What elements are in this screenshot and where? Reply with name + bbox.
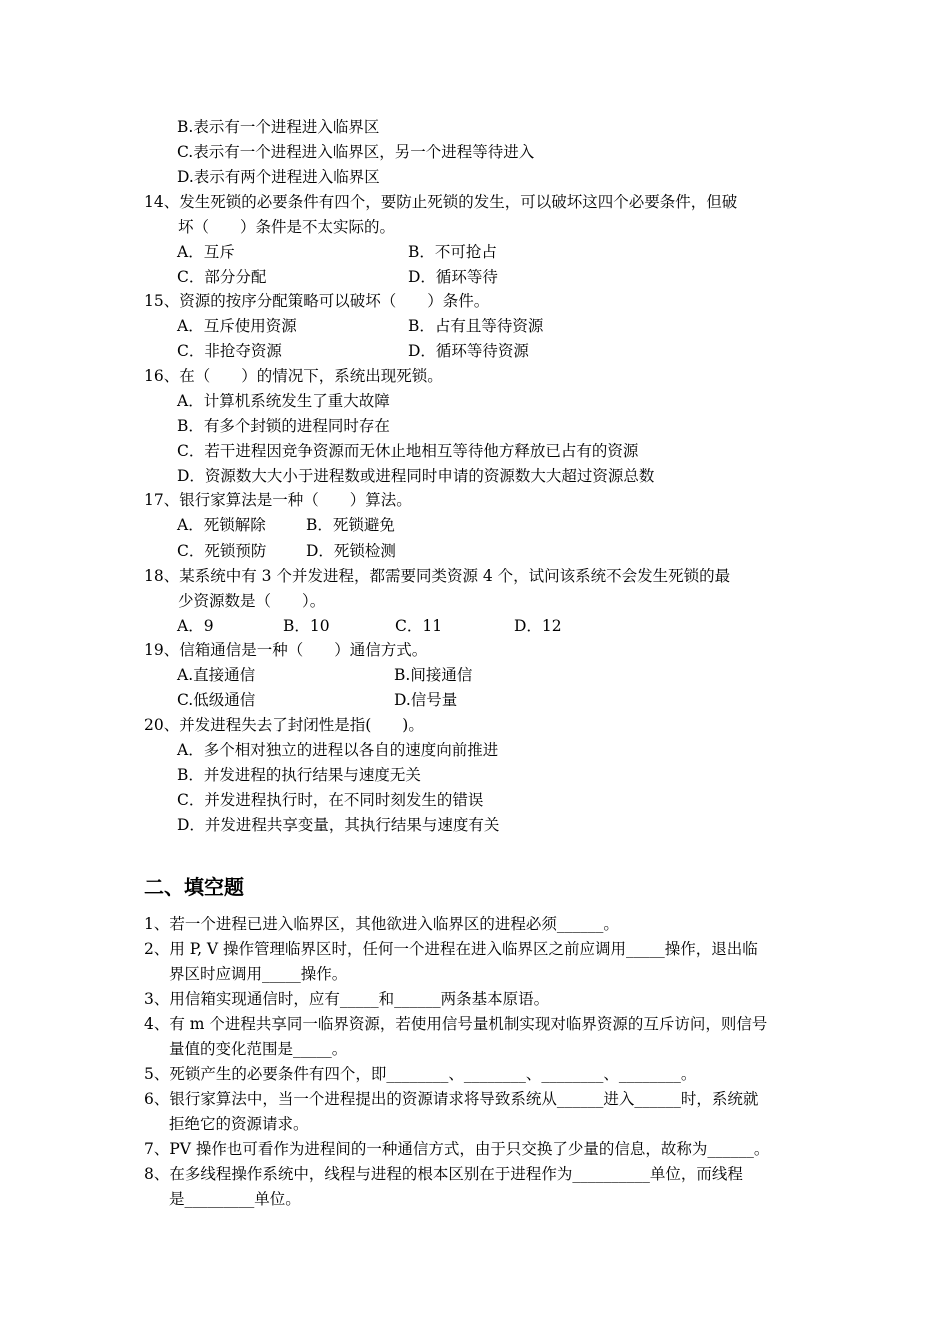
q16-option-a: A．计算机系统发生了重大故障 [177,392,390,410]
q20-option-d: D．并发进程共享变量，其执行结果与速度有关 [177,816,500,834]
q17-option-a: A．死锁解除 [177,516,266,534]
q20-stem: 20、并发进程失去了封闭性是指( )。 [144,716,424,734]
q13-option-d: D.表示有两个进程进入临界区 [177,168,380,186]
fill-question-6: 6、银行家算法中，当一个进程提出的资源请求将导致系统从______进入______时，系统就 [144,1090,759,1108]
fill-question-8: 8、在多线程操作系统中，线程与进程的根本区别在于进程作为__________单位，而线程 [144,1165,743,1183]
q18-option-d: D．12 [514,617,562,635]
fill-question-3: 3、用信箱实现通信时，应有_____和______两条基本原语。 [144,990,550,1008]
q19-option-b: B.间接通信 [394,666,473,684]
q18-stem: 18、某系统中有 3 个并发进程，都需要同类资源 4 个，试问该系统不会发生死锁的最 [144,567,731,585]
fill-question-7: 7、PV 操作也可看作为进程间的一种通信方式，由于只交换了少量的信息，故称为______。 [144,1140,770,1158]
q14-option-c: C．部分分配 [177,268,267,286]
section-heading-fill-in: 二、填空题 [144,875,244,899]
q14-option-b: B．不可抢占 [408,243,497,261]
q17-option-b: B．死锁避免 [306,516,395,534]
q19-option-c: C.低级通信 [177,691,256,709]
q15-option-a: A．互斥使用资源 [177,317,297,335]
fill-question-6-cont: 拒绝它的资源请求。 [169,1115,309,1133]
q14-stem: 14、发生死锁的必要条件有四个，要防止死锁的发生，可以破坏这四个必要条件，但破 [144,193,738,211]
q18-stem-cont: 少资源数是（ ）。 [178,592,326,610]
q20-option-b: B．并发进程的执行结果与速度无关 [177,766,421,784]
q16-stem: 16、在（ ）的情况下，系统出现死锁。 [144,367,443,385]
q18-option-c: C．11 [395,617,443,635]
q13-option-b: B.表示有一个进程进入临界区 [177,118,380,136]
fill-question-2-cont: 界区时应调用_____操作。 [169,965,348,983]
q13-option-c: C.表示有一个进程进入临界区，另一个进程等待进入 [177,143,535,161]
q17-option-d: D．死锁检测 [306,542,396,560]
fill-question-8-cont: 是_________单位。 [169,1190,301,1208]
q18-option-a: A．9 [177,617,214,635]
q17-stem: 17、银行家算法是一种（ ）算法。 [144,491,412,509]
fill-question-2: 2、用 P, V 操作管理临界区时，任何一个进程在进入临界区之前应调用_____操作，退出临 [144,940,758,958]
q15-stem: 15、资源的按序分配策略可以破坏（ ）条件。 [144,292,490,310]
q19-option-a: A.直接通信 [177,666,256,684]
q19-stem: 19、信箱通信是一种（ ）通信方式。 [144,641,428,659]
q16-option-d: D．资源数大大小于进程数或进程同时申请的资源数大大超过资源总数 [177,467,655,485]
q14-stem-cont: 坏（ ）条件是不太实际的。 [178,218,396,236]
q16-option-c: C．若干进程因竞争资源而无休止地相互等待他方释放已占有的资源 [177,442,639,460]
q16-option-b: B．有多个封锁的进程同时存在 [177,417,390,435]
q14-option-a: A．互斥 [177,243,235,261]
q20-option-a: A．多个相对独立的进程以各自的速度向前推进 [177,741,499,759]
fill-question-1: 1、若一个进程已进入临界区，其他欲进入临界区的进程必须______。 [144,915,619,933]
q17-option-c: C．死锁预防 [177,542,267,560]
q18-option-b: B．10 [283,617,330,635]
q20-option-c: C．并发进程执行时，在不同时刻发生的错误 [177,791,484,809]
fill-question-4: 4、有 m 个进程共享同一临界资源，若使用信号量机制实现对临界资源的互斥访问，则信号 [144,1015,768,1033]
q15-option-d: D．循环等待资源 [408,342,529,360]
fill-question-5: 5、死锁产生的必要条件有四个，即________、________、________、________。 [144,1065,697,1083]
q19-option-d: D.信号量 [394,691,458,709]
q15-option-c: C．非抢夺资源 [177,342,282,360]
q15-option-b: B．占有且等待资源 [408,317,544,335]
fill-question-4-cont: 量值的变化范围是_____。 [169,1040,348,1058]
q14-option-d: D．循环等待 [408,268,498,286]
